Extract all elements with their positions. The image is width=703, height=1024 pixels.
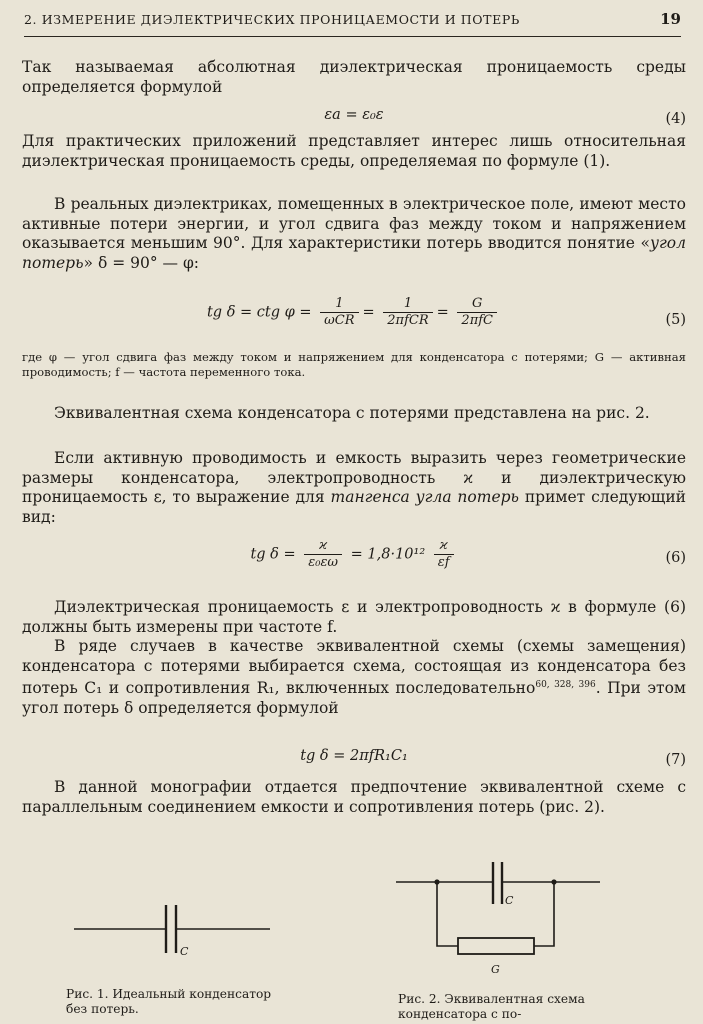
paragraph-2: Для практических приложений представляет интерес лишь относительная диэлектрическая проницаемость среды, определяемая по формуле (1).	[22, 132, 686, 170]
paragraph-7-refs: 60, 328, 396	[535, 680, 596, 691]
formula-7-expr: tg δ = 2πfR₁C₁	[300, 748, 408, 764]
formula-7	[22, 748, 686, 778]
paragraph-5-term: тангенса угла потерь	[330, 488, 519, 507]
figure-1-diagram	[70, 895, 280, 965]
fig2-label-g: G	[491, 963, 500, 976]
figure-1-caption: Рис. 1. Идеальный конденсатор без потерь.	[66, 987, 272, 1016]
paragraph-3-text: В реальных диэлектриках, помещенных в электрическое поле, имеют место активные потери энергии, и угол сдвига фаз между током и напряжением оказывается меньшим 90°. Для характеристики потерь вводится понятие «	[22, 195, 686, 253]
formula-5-frac-2	[383, 296, 432, 329]
formula-6-frac-2-num: ϰ	[434, 538, 454, 555]
formula-5-frac-1-den: ωCR	[324, 313, 355, 328]
formula-6-frac-1	[304, 538, 342, 571]
formula-6-frac-2	[434, 538, 454, 571]
figure-2-caption: Рис. 2. Эквивалентная схема конденсатора с по-	[398, 992, 585, 1021]
fig1-label-c: C	[180, 945, 189, 958]
formula-6-mid: = 1,8·10¹²	[350, 546, 426, 563]
paragraph-5	[22, 449, 686, 527]
paragraph-7-text: В ряде случаев в качестве эквивалентной схемы (схемы замещения) конденсатора с потерями выбирается схема, состоящая из конденсатора без потерь C₁ и сопротивления R₁, включенных последовательно	[22, 637, 686, 698]
formula-7-number: (7)	[665, 752, 686, 768]
formula-5-expr: tg δ = ctg φ = $\frac{1}{\text{ωCR}}$ = $\frac{1}{\text{2πfCR}}$ = $\frac{G}{\text{2πfC}}$	[22, 296, 686, 329]
page-number: 19	[660, 10, 681, 28]
paragraph-4: Эквивалентная схема конденсатора с потерями представлена на рис. 2.	[54, 404, 650, 422]
formula-6-expr	[22, 538, 686, 571]
figure-2-diagram	[392, 858, 608, 980]
formula-5-frac-3-num: G	[457, 296, 497, 313]
paragraph-5-text: Если активную проводимость и емкость выразить через геометрические размеры конденсатора, электропроводность ϰ и диэлектрическую проницаемость ε, то выражение для	[22, 449, 686, 507]
paragraph-3	[22, 195, 686, 273]
running-header	[24, 8, 681, 37]
fig2-branch-right	[534, 882, 554, 946]
paragraph-5-end: примет следующий вид:	[22, 488, 687, 526]
paragraph-6: Диэлектрическая проницаемость ε и электропроводность ϰ в формуле (6) должны быть измерены при частоте f.	[22, 598, 686, 636]
paragraph-7	[22, 637, 686, 719]
paragraph-3-end: » δ = 90° — φ:	[83, 253, 200, 272]
formula-6	[22, 538, 686, 582]
formula-6-frac-1-num: ϰ	[304, 538, 342, 555]
formula-6-frac-2-den: εf	[437, 555, 450, 570]
paragraph-3-term: угол потерь	[22, 234, 686, 272]
formula-6-frac-1-den: ε₀εω	[308, 555, 339, 570]
paragraph-1: Так называемая абсолютная диэлектрическая проницаемость среды определяется формулой	[22, 58, 686, 96]
formula-5-lhs: tg δ = ctg φ =	[206, 304, 312, 321]
formula-6-number: (6)	[665, 550, 686, 566]
formula-5-frac-1	[320, 296, 358, 329]
fig2-resistor	[458, 938, 534, 954]
formula-6-lhs: tg δ =	[250, 546, 296, 563]
paragraph-7-end: . При этом угол потерь δ определяется формулой	[22, 679, 686, 717]
formula-4-number: (4)	[665, 111, 686, 127]
formula-4-expr: εа = ε₀ε	[324, 107, 384, 123]
formula-5-number: (5)	[665, 312, 686, 328]
formula-5-frac-3-den: 2πfC	[461, 313, 493, 328]
formula-5	[22, 296, 686, 340]
formula-5-frac-2-den: 2πfCR	[387, 313, 429, 328]
formula-5-note: где φ — угол сдвига фаз между током и напряжением для конденсатора с потерями; G — активная проводимость; f — частота переменного тока.	[22, 350, 686, 379]
formula-5-frac-2-num: 1	[383, 296, 432, 313]
fig2-branch-left	[437, 882, 458, 946]
chapter-title: 2. ИЗМЕРЕНИЕ ДИЭЛЕКТРИЧЕСКИХ ПРОНИЦАЕМОСТИ И ПОТЕРЬ	[24, 12, 520, 27]
formula-5-frac-3	[457, 296, 497, 329]
formula-5-frac-1-num: 1	[320, 296, 358, 313]
fig2-label-c: C	[505, 894, 514, 907]
paragraph-8: В данной монографии отдается предпочтение эквивалентной схеме с параллельным соединением емкости и сопротивления потерь (рис. 2).	[22, 778, 686, 816]
